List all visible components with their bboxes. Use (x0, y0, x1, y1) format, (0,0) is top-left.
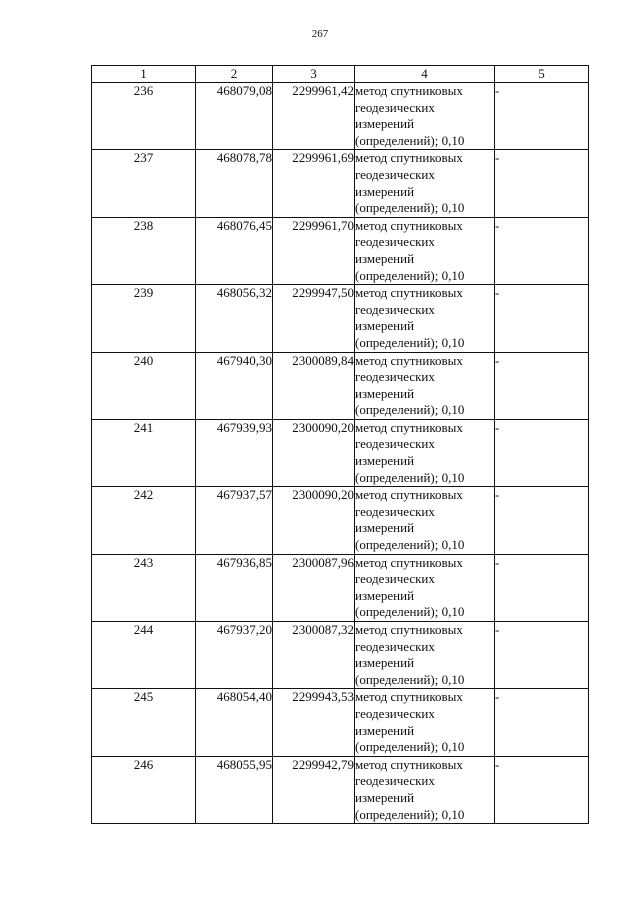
method-line: (определений); 0,10 (355, 132, 465, 148)
method-cell (355, 150, 495, 217)
method-cell (355, 419, 495, 486)
note-cell: - (495, 756, 589, 823)
method-line: (определений); 0,10 (355, 402, 465, 418)
y-coordinate-cell: 2299942,79 (273, 756, 355, 823)
x-coordinate-cell: 467940,30 (196, 352, 273, 419)
x-coordinate-cell: 468076,45 (196, 217, 273, 284)
method-line: метод спутниковых (355, 150, 463, 166)
method-line: геодезических (355, 773, 435, 789)
method-line: метод спутниковых (355, 554, 463, 570)
method-line: измерений (355, 587, 415, 603)
point-number-cell: 242 (92, 487, 196, 554)
method-cell (355, 217, 495, 284)
table-body (92, 83, 589, 824)
note-cell: - (495, 554, 589, 621)
table-row (92, 487, 589, 554)
method-cell (355, 487, 495, 554)
method-line: метод спутниковых (355, 352, 463, 368)
method-line: измерений (355, 789, 415, 805)
x-coordinate-cell: 467937,57 (196, 487, 273, 554)
method-line: геодезических (355, 301, 435, 317)
method-line: (определений); 0,10 (355, 469, 465, 485)
point-number-cell: 240 (92, 352, 196, 419)
method-line: (определений); 0,10 (355, 806, 465, 822)
table-row (92, 285, 589, 352)
table-header-row (92, 66, 589, 83)
point-number-cell: 245 (92, 689, 196, 756)
note-cell: - (495, 285, 589, 352)
method-line: измерений (355, 385, 415, 401)
method-line: (определений); 0,10 (355, 334, 465, 350)
method-line: метод спутниковых (355, 689, 463, 705)
table-row (92, 217, 589, 284)
note-cell: - (495, 83, 589, 150)
y-coordinate-cell: 2299961,69 (273, 150, 355, 217)
method-cell (355, 285, 495, 352)
method-line: (определений); 0,10 (355, 739, 465, 755)
method-line: геодезических (355, 99, 435, 115)
method-cell (355, 352, 495, 419)
method-line: измерений (355, 655, 415, 671)
method-line: геодезических (355, 436, 435, 452)
method-line: измерений (355, 250, 415, 266)
note-cell: - (495, 419, 589, 486)
x-coordinate-cell: 467936,85 (196, 554, 273, 621)
coordinates-table (91, 65, 589, 824)
column-header-1: 1 (92, 66, 196, 83)
note-cell: - (495, 689, 589, 756)
method-line: (определений); 0,10 (355, 604, 465, 620)
point-number-cell: 241 (92, 419, 196, 486)
x-coordinate-cell: 468078,78 (196, 150, 273, 217)
x-coordinate-cell: 468055,95 (196, 756, 273, 823)
y-coordinate-cell: 2300087,96 (273, 554, 355, 621)
method-line: геодезических (355, 571, 435, 587)
y-coordinate-cell: 2299961,70 (273, 217, 355, 284)
column-header-5: 5 (495, 66, 589, 83)
y-coordinate-cell: 2300089,84 (273, 352, 355, 419)
y-coordinate-cell: 2299947,50 (273, 285, 355, 352)
page-number: 267 (311, 28, 329, 40)
point-number-cell: 239 (92, 285, 196, 352)
point-number-cell: 244 (92, 622, 196, 689)
table-row (92, 150, 589, 217)
table-row (92, 554, 589, 621)
method-line: измерений (355, 722, 415, 738)
point-number-cell: 243 (92, 554, 196, 621)
method-line: (определений); 0,10 (355, 537, 465, 553)
note-cell: - (495, 217, 589, 284)
method-line: геодезических (355, 705, 435, 721)
method-line: измерений (355, 116, 415, 132)
method-line: геодезических (355, 369, 435, 385)
method-line: метод спутниковых (355, 285, 463, 301)
x-coordinate-cell: 467939,93 (196, 419, 273, 486)
method-cell (355, 83, 495, 150)
column-header-3: 3 (273, 66, 355, 83)
table-row (92, 689, 589, 756)
method-line: (определений); 0,10 (355, 200, 465, 216)
method-line: (определений); 0,10 (355, 267, 465, 283)
method-line: измерений (355, 520, 415, 536)
table-row (92, 83, 589, 150)
method-line: геодезических (355, 503, 435, 519)
method-cell (355, 756, 495, 823)
method-line: метод спутниковых (355, 487, 463, 503)
method-line: (определений); 0,10 (355, 671, 465, 687)
method-line: геодезических (355, 638, 435, 654)
table-row (92, 622, 589, 689)
x-coordinate-cell: 468056,32 (196, 285, 273, 352)
y-coordinate-cell: 2299943,53 (273, 689, 355, 756)
point-number-cell: 246 (92, 756, 196, 823)
table-row (92, 419, 589, 486)
y-coordinate-cell: 2300090,20 (273, 419, 355, 486)
method-line: геодезических (355, 234, 435, 250)
point-number-cell: 236 (92, 83, 196, 150)
y-coordinate-cell: 2299961,42 (273, 83, 355, 150)
note-cell: - (495, 487, 589, 554)
method-line: метод спутниковых (355, 622, 463, 637)
point-number-cell: 238 (92, 217, 196, 284)
method-line: метод спутниковых (355, 83, 463, 98)
method-cell (355, 689, 495, 756)
method-cell (355, 622, 495, 689)
method-line: измерений (355, 183, 415, 199)
method-cell (355, 554, 495, 621)
y-coordinate-cell: 2300090,20 (273, 487, 355, 554)
table-row (92, 352, 589, 419)
method-line: метод спутниковых (355, 756, 463, 772)
method-line: метод спутниковых (355, 419, 463, 435)
x-coordinate-cell: 468054,40 (196, 689, 273, 756)
method-line: измерений (355, 318, 415, 334)
table-row (92, 756, 589, 823)
column-header-4: 4 (355, 66, 495, 83)
note-cell: - (495, 150, 589, 217)
method-line: измерений (355, 453, 415, 469)
note-cell: - (495, 352, 589, 419)
method-line: геодезических (355, 166, 435, 182)
x-coordinate-cell: 467937,20 (196, 622, 273, 689)
x-coordinate-cell: 468079,08 (196, 83, 273, 150)
point-number-cell: 237 (92, 150, 196, 217)
y-coordinate-cell: 2300087,32 (273, 622, 355, 689)
column-header-2: 2 (196, 66, 273, 83)
note-cell: - (495, 622, 589, 689)
method-line: метод спутниковых (355, 217, 463, 233)
